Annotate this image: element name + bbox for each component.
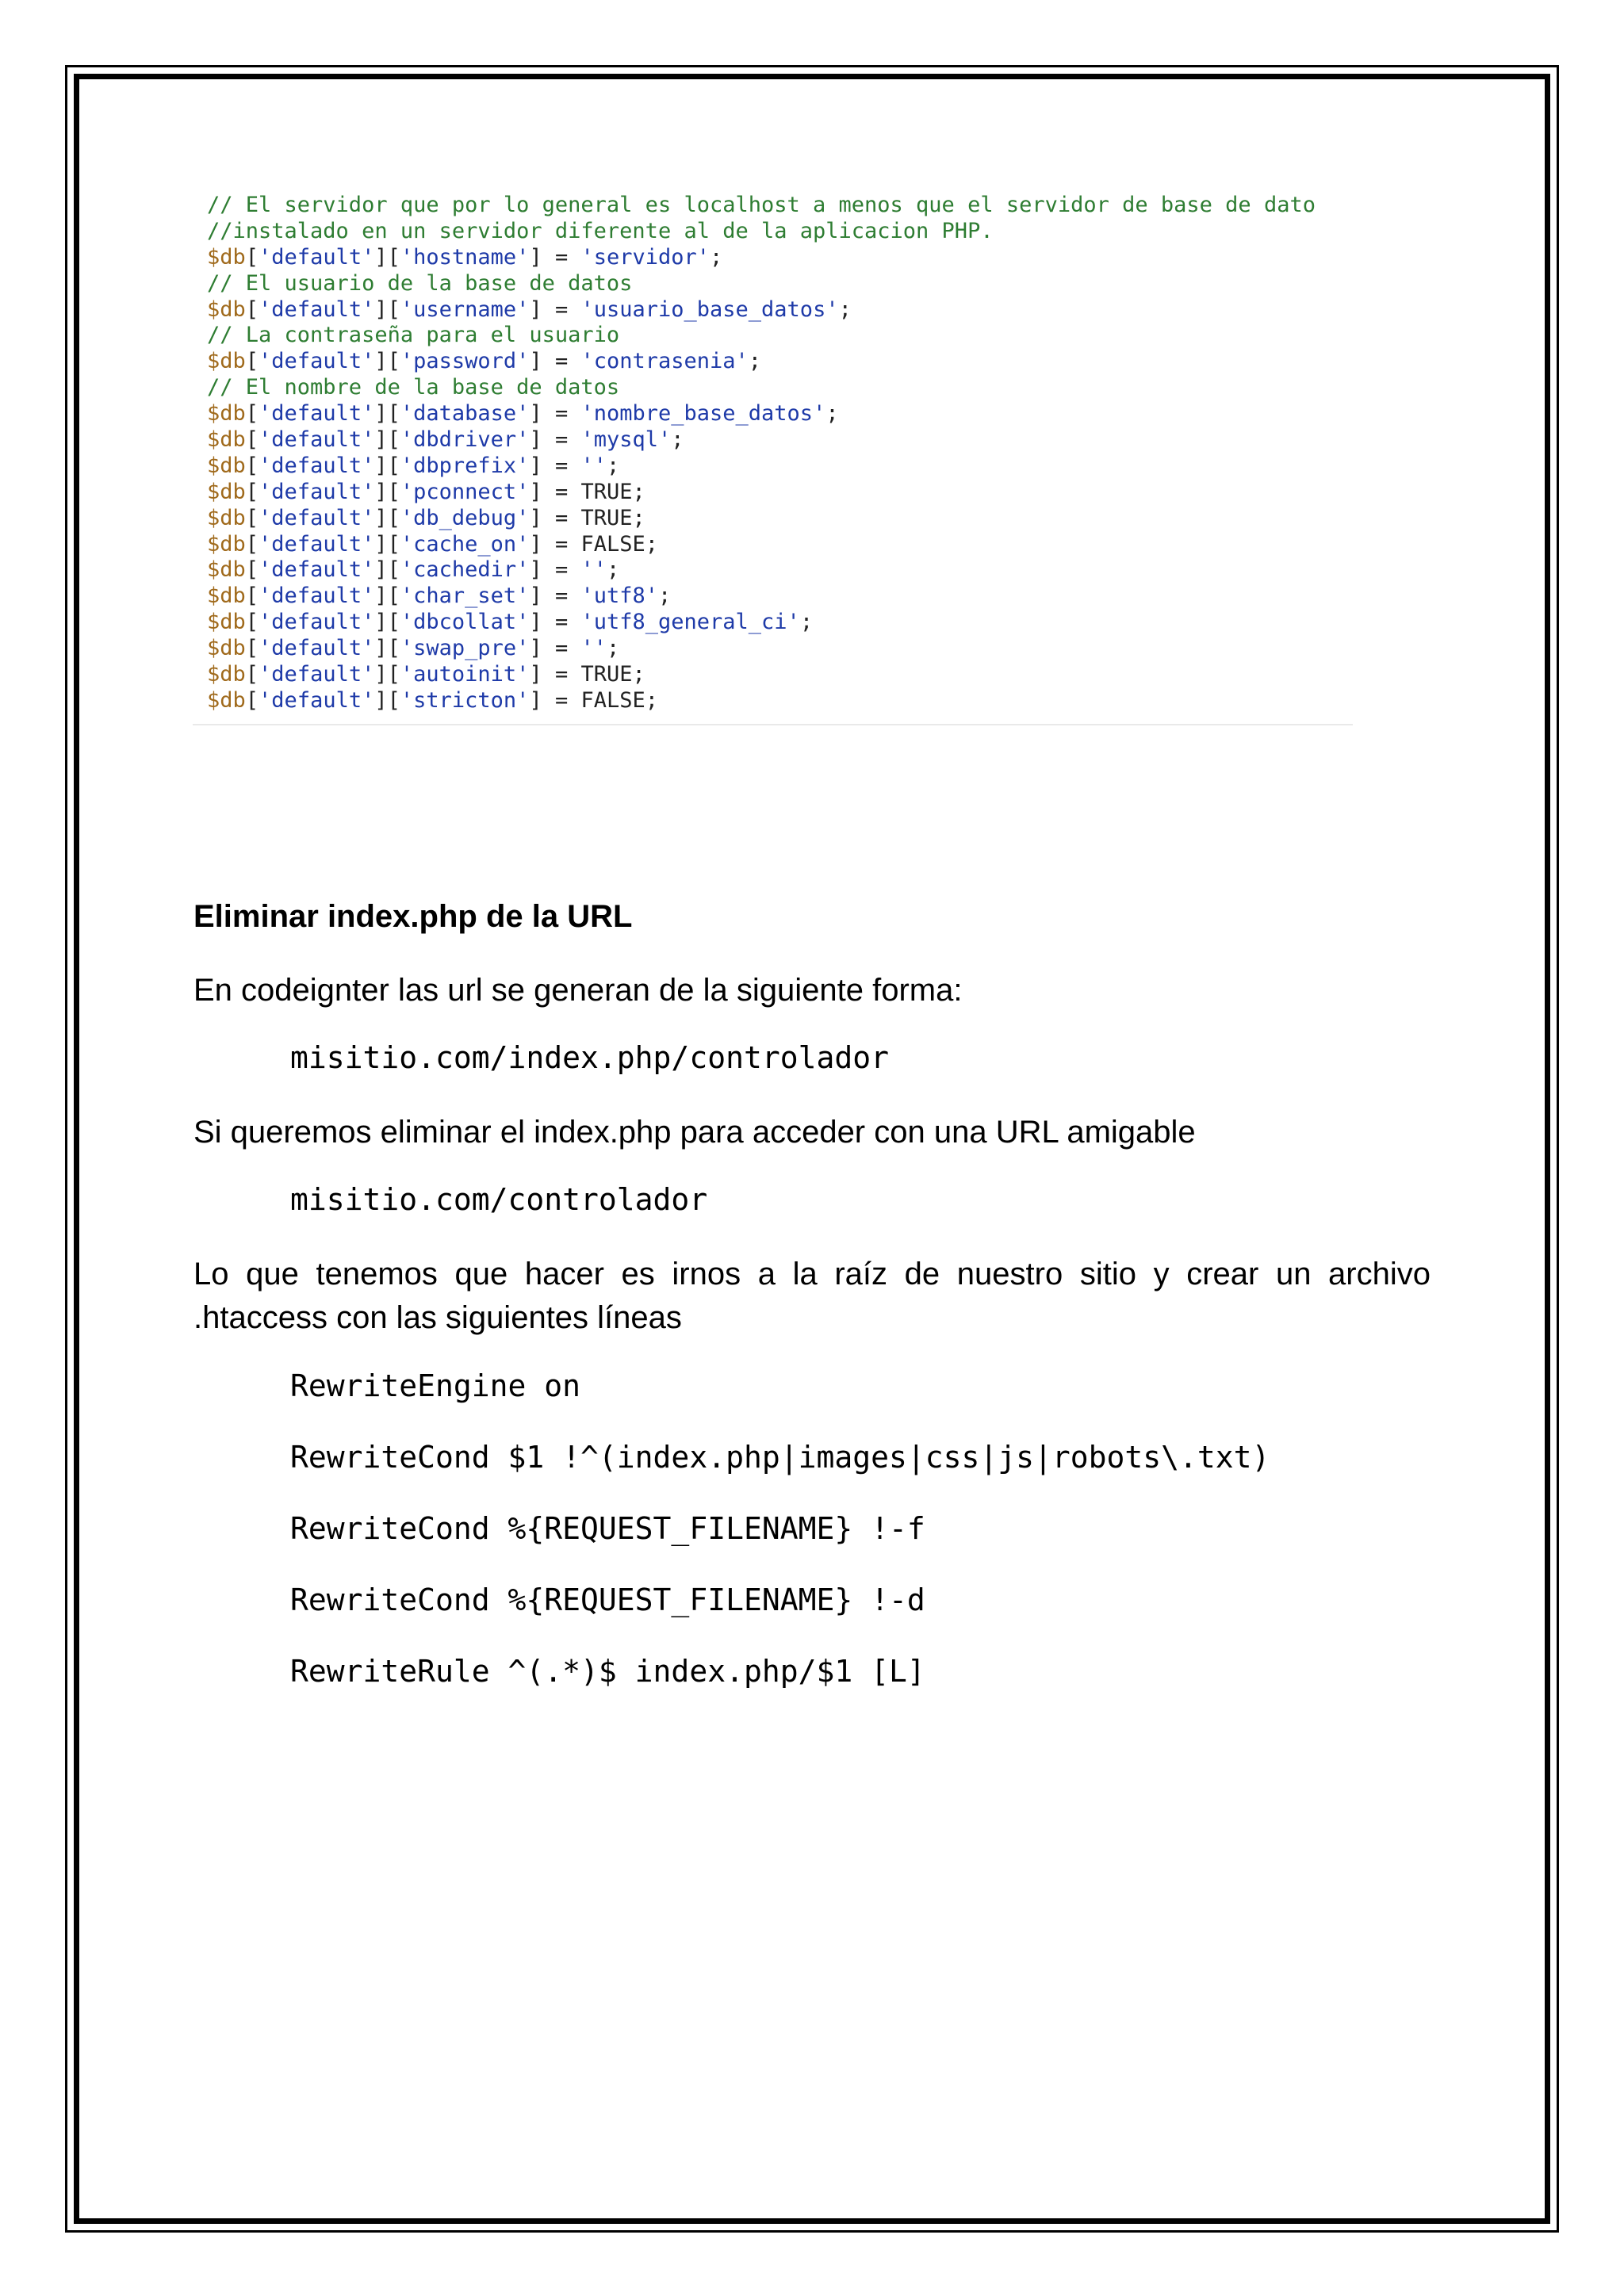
code-token: ; (632, 505, 645, 530)
htaccess-paragraph: Lo que tenemos que hacer es irnos a la raíz de nuestro sitio y crear un archivo .htaccess con las siguientes líneas (193, 1257, 1431, 1335)
code-token: ] = (529, 453, 581, 478)
code-token: [ (245, 244, 259, 270)
code-token: 'default' (259, 349, 375, 374)
code-token: 'contrasenia' (580, 349, 749, 374)
code-line (193, 532, 1353, 558)
code-token: ] = (529, 427, 581, 453)
friendly-url-example: misitio.com/controlador (290, 1182, 708, 1217)
code-token: [ (245, 349, 259, 374)
code-token: ] = (529, 349, 581, 374)
code-token: 'default' (259, 505, 375, 530)
code-line (193, 636, 1353, 662)
code-token: [ (245, 584, 259, 609)
code-token: [ (245, 557, 259, 583)
code-token: $db (207, 557, 246, 583)
code-token: ][ (374, 244, 400, 270)
code-token: '' (580, 557, 607, 583)
code-line (193, 245, 1353, 271)
code-token: ; (825, 401, 839, 427)
code-token: ; (799, 610, 814, 635)
code-token: $db (207, 636, 246, 661)
code-token: TRUE (580, 662, 633, 687)
code-token: $db (207, 584, 246, 609)
code-token: $db (207, 687, 246, 713)
code-token: ; (671, 427, 684, 453)
code-token: ] = (529, 401, 581, 427)
code-token: ] = (529, 584, 581, 609)
code-token: [ (245, 687, 259, 713)
code-token: // El usuario de la base de datos (207, 270, 633, 296)
code-token: 'mysql' (580, 427, 672, 453)
code-token: 'usuario_base_datos' (580, 297, 839, 322)
code-token: ] = (529, 557, 581, 583)
code-token: ] = (529, 636, 581, 661)
code-token: TRUE (580, 479, 633, 504)
code-token: ] = (529, 297, 581, 322)
code-line (193, 401, 1353, 427)
code-line (193, 349, 1353, 375)
section-heading: Eliminar index.php de la URL (193, 899, 633, 934)
code-token: ] = (529, 531, 581, 557)
code-token: ; (632, 662, 645, 687)
code-token: ][ (374, 531, 400, 557)
code-line (193, 271, 1353, 297)
code-token: 'default' (259, 636, 375, 661)
code-token: ; (645, 531, 659, 557)
code-token: ; (632, 479, 645, 504)
code-token: ; (645, 687, 659, 713)
code-token: $db (207, 662, 246, 687)
code-token: 'char_set' (400, 584, 530, 609)
code-token: [ (245, 505, 259, 530)
code-token: 'default' (259, 479, 375, 504)
code-token: '' (580, 636, 607, 661)
code-token: $db (207, 297, 246, 322)
htaccess-line: RewriteCond $1 !^(index.php|images|css|js|robots\.txt) (290, 1440, 1270, 1475)
code-token: 'default' (259, 297, 375, 322)
code-token: ] = (529, 479, 581, 504)
code-token: ] = (529, 505, 581, 530)
code-token: 'utf8' (580, 584, 659, 609)
code-token: FALSE (580, 531, 645, 557)
code-token: ][ (374, 297, 400, 322)
code-token: ][ (374, 610, 400, 635)
code-line (193, 323, 1353, 349)
code-token: //instalado en un servidor diferente al de la aplicacion PHP. (207, 218, 994, 243)
code-token: [ (245, 401, 259, 427)
code-token: [ (245, 531, 259, 557)
htaccess-line: RewriteCond %{REQUEST_FILENAME} !-d (290, 1582, 925, 1617)
code-line (193, 219, 1353, 245)
code-token: 'default' (259, 531, 375, 557)
code-token: ; (606, 636, 620, 661)
code-token: ; (748, 349, 762, 374)
code-token: 'default' (259, 427, 375, 453)
code-token: 'database' (400, 401, 530, 427)
code-token: $db (207, 479, 246, 504)
code-token: ][ (374, 505, 400, 530)
code-token: // El servidor que por lo general es localhost a menos que el servidor de base de dato (207, 193, 1316, 217)
code-token: 'servidor' (580, 244, 710, 270)
code-token: ; (658, 584, 672, 609)
code-token: ][ (374, 687, 400, 713)
htaccess-line: RewriteRule ^(.*)$ index.php/$1 [L] (290, 1654, 925, 1689)
code-token: ][ (374, 662, 400, 687)
code-token: 'default' (259, 453, 375, 478)
code-token: ; (606, 557, 620, 583)
code-token: '' (580, 453, 607, 478)
code-token: 'dbprefix' (400, 453, 530, 478)
code-token: [ (245, 479, 259, 504)
code-token: [ (245, 453, 259, 478)
code-token: [ (245, 610, 259, 635)
code-token: [ (245, 297, 259, 322)
code-token: 'stricton' (400, 687, 530, 713)
code-token: ][ (374, 584, 400, 609)
code-token: 'default' (259, 244, 375, 270)
code-line (193, 453, 1353, 480)
code-token: $db (207, 244, 246, 270)
code-token: $db (207, 610, 246, 635)
code-token: ] = (529, 610, 581, 635)
code-token: ; (606, 453, 620, 478)
code-line (193, 375, 1353, 401)
code-token: [ (245, 662, 259, 687)
code-token: ][ (374, 636, 400, 661)
code-token: ] = (529, 662, 581, 687)
code-line (193, 297, 1353, 323)
code-token: 'autoinit' (400, 662, 530, 687)
code-token: TRUE (580, 505, 633, 530)
code-token: ][ (374, 453, 400, 478)
code-token: 'cache_on' (400, 531, 530, 557)
code-line (193, 662, 1353, 688)
code-token: 'password' (400, 349, 530, 374)
code-token: 'dbcollat' (400, 610, 530, 635)
code-token: // El nombre de la base de datos (207, 375, 620, 400)
code-token: ][ (374, 401, 400, 427)
code-line (193, 480, 1353, 506)
code-token: 'default' (259, 557, 375, 583)
code-token: 'default' (259, 610, 375, 635)
code-line (193, 610, 1353, 636)
code-token: ; (838, 297, 852, 322)
code-token: 'cachedir' (400, 557, 530, 583)
code-token: ][ (374, 557, 400, 583)
code-token: $db (207, 453, 246, 478)
code-token: 'hostname' (400, 244, 530, 270)
code-token: ][ (374, 479, 400, 504)
code-token: 'db_debug' (400, 505, 530, 530)
code-token: 'dbdriver' (400, 427, 530, 453)
code-token: ] = (529, 687, 581, 713)
code-token: $db (207, 349, 246, 374)
code-token: 'pconnect' (400, 479, 530, 504)
code-token: FALSE (580, 687, 645, 713)
code-token: ][ (374, 427, 400, 453)
code-token: 'swap_pre' (400, 636, 530, 661)
code-token: $db (207, 505, 246, 530)
code-line (193, 584, 1353, 610)
code-token: 'utf8_general_ci' (580, 610, 800, 635)
code-line (193, 688, 1353, 714)
htaccess-line: RewriteCond %{REQUEST_FILENAME} !-f (290, 1511, 925, 1546)
code-token: $db (207, 427, 246, 453)
friendly-url-paragraph: Si queremos eliminar el index.php para acceder con una URL amigable (193, 1115, 1196, 1150)
code-line (193, 427, 1353, 453)
code-token: $db (207, 531, 246, 557)
code-token: ][ (374, 349, 400, 374)
code-token: // La contraseña para el usuario (207, 323, 620, 348)
code-token: 'default' (259, 401, 375, 427)
code-token: ] = (529, 244, 581, 270)
code-line (193, 506, 1353, 532)
code-token: $db (207, 401, 246, 427)
code-token: 'default' (259, 687, 375, 713)
code-token: 'default' (259, 662, 375, 687)
default-url-example: misitio.com/index.php/controlador (290, 1040, 889, 1075)
code-token: 'default' (259, 584, 375, 609)
htaccess-line: RewriteEngine on (290, 1368, 581, 1403)
code-token: [ (245, 636, 259, 661)
code-token: 'username' (400, 297, 530, 322)
code-line (193, 193, 1353, 219)
code-token: ; (710, 244, 723, 270)
code-line (193, 557, 1353, 584)
code-token: [ (245, 427, 259, 453)
code-screenshot (193, 193, 1353, 725)
code-token: 'nombre_base_datos' (580, 401, 826, 427)
intro-paragraph: En codeignter las url se generan de la siguiente forma: (193, 973, 963, 1008)
